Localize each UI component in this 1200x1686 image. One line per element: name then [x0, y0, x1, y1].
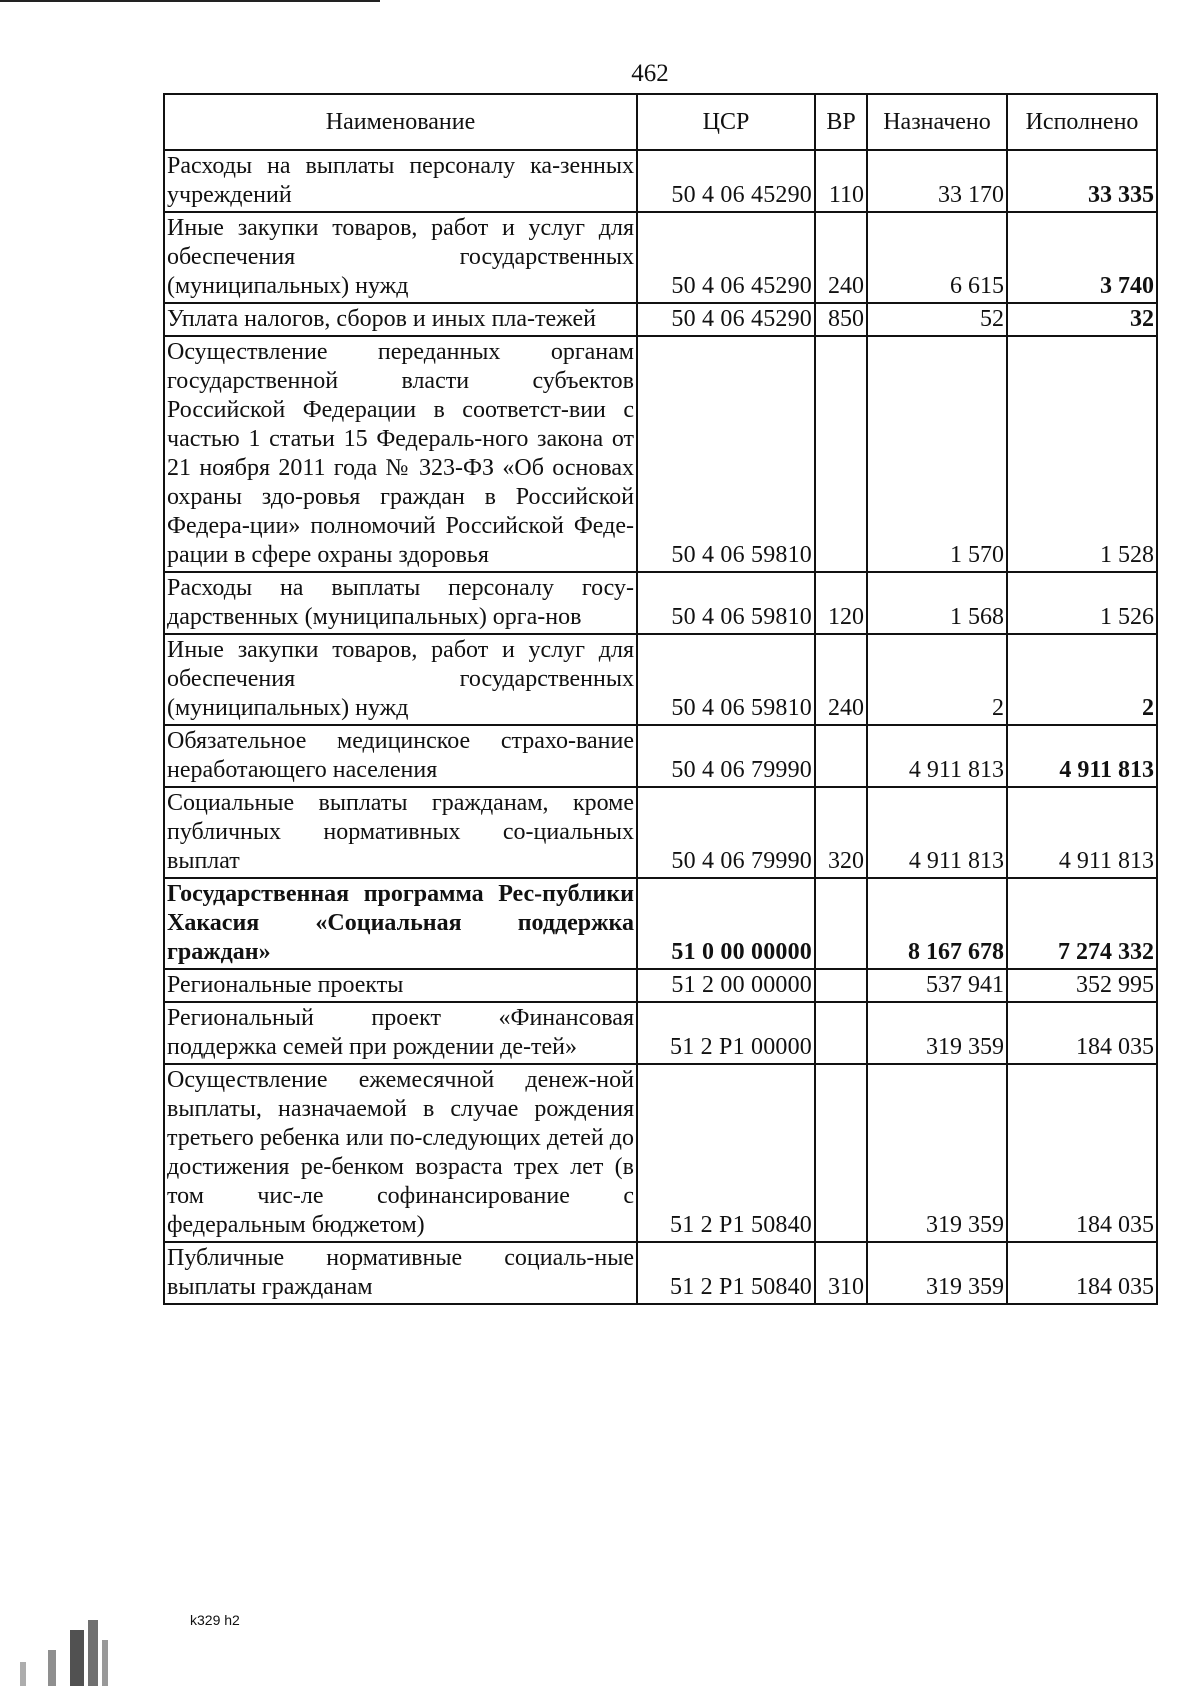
row-name: Осуществление ежемесячной денеж-ной выплаты, назначаемой в случае рождения третьего ребенка или по-следующих детей до достижения ре-бенком возраста трех лет (в том чис-ле софинансирование с федеральным бюджетом) [164, 1064, 637, 1242]
scan-edge-line [0, 0, 380, 2]
row-executed: 1 528 [1007, 336, 1157, 572]
table-row [164, 336, 1157, 572]
row-csr: 50 4 06 45290 [637, 150, 815, 212]
row-csr: 51 2 P1 50840 [637, 1064, 815, 1242]
row-name: Уплата налогов, сборов и иных пла-тежей [164, 303, 637, 336]
row-vr: 240 [815, 212, 867, 303]
row-vr: 120 [815, 572, 867, 634]
row-assigned: 1 568 [867, 572, 1007, 634]
row-vr: 850 [815, 303, 867, 336]
row-executed: 4 911 813 [1007, 787, 1157, 878]
row-csr: 50 4 06 59810 [637, 336, 815, 572]
row-vr: 310 [815, 1242, 867, 1304]
table-row [164, 212, 1157, 303]
row-assigned: 319 359 [867, 1064, 1007, 1242]
row-csr: 51 0 00 00000 [637, 878, 815, 969]
table-row [164, 572, 1157, 634]
row-vr [815, 336, 867, 572]
row-csr: 51 2 P1 50840 [637, 1242, 815, 1304]
row-vr [815, 969, 867, 1002]
row-assigned: 4 911 813 [867, 787, 1007, 878]
row-assigned: 2 [867, 634, 1007, 725]
budget-table [163, 93, 1158, 1305]
row-executed: 32 [1007, 303, 1157, 336]
row-executed: 33 335 [1007, 150, 1157, 212]
row-name: Осуществление переданных органам государственной власти субъектов Российской Федерации в соответст-вии с частью 1 статьи 15 Федераль-ного закона от 21 ноября 2011 года № 323-ФЗ «Об основах охраны здо-ровья граждан в Российской Федера-ции» полномочий Российской Феде-рации в сфере охраны здоровья [164, 336, 637, 572]
row-assigned: 319 359 [867, 1002, 1007, 1064]
row-name: Расходы на выплаты персоналу ка-зенных учреждений [164, 150, 637, 212]
row-csr: 50 4 06 45290 [637, 212, 815, 303]
row-vr: 240 [815, 634, 867, 725]
table-row [164, 725, 1157, 787]
table-row [164, 787, 1157, 878]
row-vr: 320 [815, 787, 867, 878]
row-assigned: 8 167 678 [867, 878, 1007, 969]
row-name: Государственная программа Рес-публики Хакасия «Социальная поддержка граждан» [164, 878, 637, 969]
table-row [164, 634, 1157, 725]
row-executed: 1 526 [1007, 572, 1157, 634]
row-csr: 50 4 06 59810 [637, 634, 815, 725]
header-vr: ВР [815, 94, 867, 150]
row-vr [815, 725, 867, 787]
row-executed: 352 995 [1007, 969, 1157, 1002]
row-vr: 110 [815, 150, 867, 212]
table-row-program [164, 878, 1157, 969]
row-executed: 3 740 [1007, 212, 1157, 303]
table-row [164, 150, 1157, 212]
header-assigned: Назначено [867, 94, 1007, 150]
row-name: Расходы на выплаты персоналу госу-дарственных (муниципальных) орга-нов [164, 572, 637, 634]
table-row [164, 969, 1157, 1002]
table-header-row [164, 94, 1157, 150]
row-assigned: 1 570 [867, 336, 1007, 572]
row-name: Региональный проект «Финансовая поддержка семей при рождении де-тей» [164, 1002, 637, 1064]
row-name: Публичные нормативные социаль-ные выплаты гражданам [164, 1242, 637, 1304]
row-csr: 50 4 06 59810 [637, 572, 815, 634]
page-number: 462 [631, 60, 669, 87]
row-name: Обязательное медицинское страхо-вание неработающего населения [164, 725, 637, 787]
row-executed: 2 [1007, 634, 1157, 725]
row-csr: 50 4 06 79990 [637, 787, 815, 878]
table-row [164, 1002, 1157, 1064]
row-name: Иные закупки товаров, работ и услуг для обеспечения государственных (муниципальных) нужд [164, 212, 637, 303]
footer-code: k329 h2 [190, 1612, 240, 1628]
table-row [164, 1242, 1157, 1304]
row-executed: 7 274 332 [1007, 878, 1157, 969]
row-executed: 4 911 813 [1007, 725, 1157, 787]
row-executed: 184 035 [1007, 1242, 1157, 1304]
header-csr: ЦСР [637, 94, 815, 150]
row-assigned: 4 911 813 [867, 725, 1007, 787]
row-csr: 50 4 06 79990 [637, 725, 815, 787]
row-assigned: 319 359 [867, 1242, 1007, 1304]
header-executed: Исполнено [1007, 94, 1157, 150]
row-assigned: 537 941 [867, 969, 1007, 1002]
row-assigned: 52 [867, 303, 1007, 336]
row-name: Региональные проекты [164, 969, 637, 1002]
row-csr: 50 4 06 45290 [637, 303, 815, 336]
table-row [164, 1064, 1157, 1242]
table-row [164, 303, 1157, 336]
row-assigned: 6 615 [867, 212, 1007, 303]
row-executed: 184 035 [1007, 1064, 1157, 1242]
row-name: Иные закупки товаров, работ и услуг для обеспечения государственных (муниципальных) нужд [164, 634, 637, 725]
scan-noise-artifact [0, 1610, 120, 1686]
row-csr: 51 2 P1 00000 [637, 1002, 815, 1064]
header-name: Наименование [164, 94, 637, 150]
row-vr [815, 1002, 867, 1064]
row-name: Социальные выплаты гражданам, кроме публичных нормативных со-циальных выплат [164, 787, 637, 878]
row-vr [815, 1064, 867, 1242]
row-csr: 51 2 00 00000 [637, 969, 815, 1002]
row-vr [815, 878, 867, 969]
row-executed: 184 035 [1007, 1002, 1157, 1064]
row-assigned: 33 170 [867, 150, 1007, 212]
